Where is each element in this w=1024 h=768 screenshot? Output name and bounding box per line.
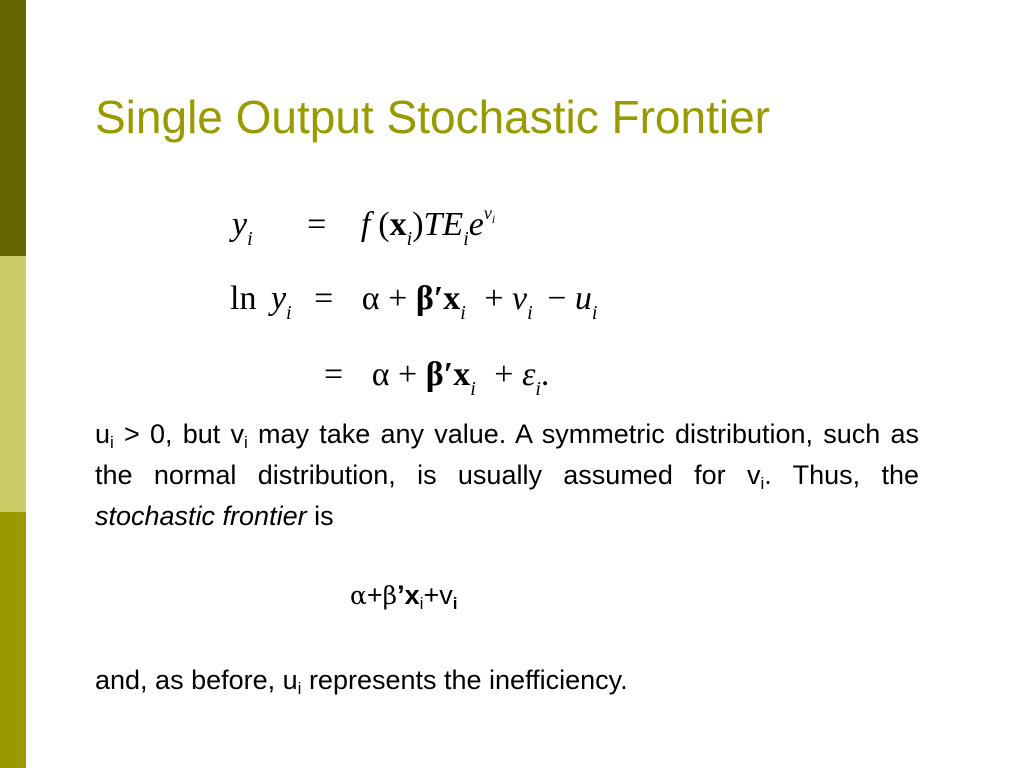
eq3-epsilon: ε: [521, 356, 536, 393]
eq1-te: TE: [423, 206, 464, 243]
closing-u-sub: i: [297, 679, 302, 698]
eq2-u: u: [574, 280, 592, 317]
eq3-equals: =: [324, 356, 344, 393]
eq1-te-sub: i: [463, 228, 469, 250]
closing-text-1: and, as before, u: [95, 665, 298, 695]
para-text-3: . Thus, the: [764, 460, 919, 490]
eq1-rparen: ): [412, 206, 424, 243]
equation-1: [232, 204, 495, 249]
para-emphasis: stochastic frontier: [95, 501, 307, 531]
eq2-alpha: α: [361, 280, 380, 317]
eq2-x-sub: i: [460, 302, 466, 324]
f2-x: x: [404, 580, 420, 610]
eq1-x-sub: i: [406, 228, 413, 250]
eq1-lparen: (: [378, 206, 390, 243]
f2-alpha: α: [350, 581, 367, 610]
eq2-x: x: [443, 280, 461, 317]
eq1-lhs-sub: i: [247, 228, 253, 250]
eq3-x-sub: i: [470, 378, 476, 400]
para-u-sub: i: [110, 433, 114, 452]
eq3-beta: β′: [425, 356, 454, 393]
equation-3: [324, 358, 549, 399]
f2-v-sub: i: [452, 594, 458, 613]
f2-plus: +: [366, 580, 383, 610]
eq1-e-sup: vi: [483, 203, 496, 226]
sidebar-band-dark: [0, 0, 26, 256]
eq2-u-sub: i: [591, 302, 598, 324]
eq3-dot: .: [540, 356, 550, 393]
equation-2: [230, 282, 597, 323]
para-u: u: [95, 419, 111, 449]
slide-title: Single Output Stochastic Frontier: [95, 91, 770, 143]
eq1-equals: =: [307, 206, 327, 243]
eq3-plus2: +: [494, 356, 514, 393]
para-text-2: may take any value. A symmetric distribution, such as the normal distribution, is usually assumed for v: [95, 419, 919, 490]
eq2-v-sub: i: [527, 302, 533, 324]
eq2-equals: =: [314, 280, 334, 317]
sidebar-band-light: [0, 256, 26, 512]
para-v-sub-1: i: [244, 433, 248, 452]
f2-beta: β: [382, 581, 398, 610]
eq3-alpha: α: [371, 356, 390, 393]
eq2-v: v: [512, 280, 528, 317]
eq1-f: f: [360, 206, 371, 243]
eq1-e: e: [468, 206, 484, 243]
eq3-x: x: [453, 356, 471, 393]
eq2-minus: −: [547, 280, 567, 317]
body-paragraph: [95, 414, 919, 537]
eq1-x: x: [389, 206, 407, 243]
closing-line: [95, 660, 919, 701]
closing-text-2: represents the inefficiency.: [301, 665, 628, 695]
eq2-plus2: +: [484, 280, 504, 317]
para-text-1: > 0, but v: [113, 419, 244, 449]
para-v-sub-2: i: [760, 474, 765, 493]
sidebar-band-olive: [0, 512, 26, 768]
eq2-y: y: [270, 280, 287, 317]
eq1-lhs: y: [232, 206, 248, 243]
frontier-formula: [350, 580, 457, 611]
eq2-ln: ln: [230, 280, 257, 317]
eq2-plus1: +: [388, 280, 408, 317]
f2-prime: ’: [397, 580, 405, 610]
eq3-eps-sub: i: [535, 378, 541, 400]
eq2-y-sub: i: [286, 302, 292, 324]
f2-plus-v: +v: [423, 580, 453, 610]
para-text-4: is: [306, 501, 334, 531]
eq2-beta: β′: [415, 280, 444, 317]
eq3-plus1: +: [398, 356, 418, 393]
f2-x-sub: i: [419, 594, 424, 613]
